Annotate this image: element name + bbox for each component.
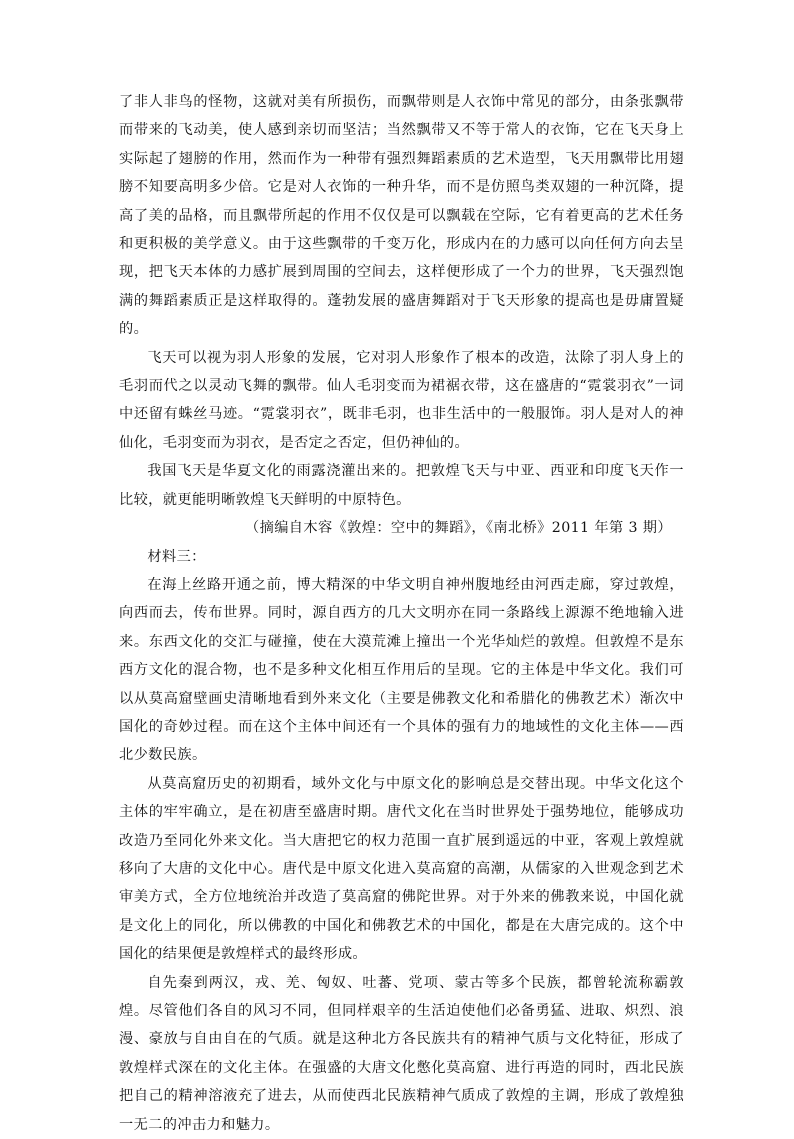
paragraph-flying-ribbons: 了非人非鸟的怪物，这就对美有所损伤，而飘带则是人衣饰中常见的部分，由条张飘带而带来的飞动美，使人感到亲切而坚洁；当然飘带又不等于常人的衣饰，它在飞天身上实际起了翅膀的作用，然而作为一种带有强烈舞蹈素质的艺术造型，飞天用飘带比用翅膀不知要高明多少倍。它是对人衣饰的一种升华，而不是仿照鸟类双翅的一种沉降，提高了美的品格，而且飘带所起的作用不仅仅是可以飘载在空际，它有着更高的艺术任务和更积极的美学意义。由于这些飘带的千变万化，形成内在的力感可以向任何方向去呈现，把飞天本体的力感扩展到周围的空间去，这样便形成了一个力的世界，飞天强烈饱满的舞蹈素质正是这样取得的。蓬勃发展的盛唐舞蹈对于飞天形象的提高也是毋庸置疑的。: [119, 94, 684, 338]
material-three-label: 材料三：: [147, 548, 206, 565]
paragraph-mogao-history: 从莫高窟历史的初期看，域外文化与中原文化的影响总是交替出现。中华文化这个主体的牢牢确立，是在初唐至盛唐时期。唐代文化在当时世界处于强势地位，能够成功改造乃至同化外来文化。当大唐把它的权力范围一直扩展到遥远的中亚，客观上敦煌就移向了大唐的文化中心。唐代是中原文化进入莫高窟的高潮，从儒家的入世观念到艺术审美方式，全方位地统治并改造了莫高窟的佛陀世界。对于外来的佛教来说，中国化就是文化上的同化，所以佛教的中国化和佛教艺术的中国化，都是在大唐完成的。这个中国化的结果便是敦煌样式的最终形成。: [119, 775, 684, 963]
document-page: [119, 88, 684, 1139]
paragraph-feathered-immortal: 飞天可以视为羽人形象的发展，它对羽人形象作了根本的改造，汰除了羽人身上的毛羽而代之以灵动飞舞的飘带。仙人毛羽变而为裙裾衣带，这在盛唐的“霓裳羽衣”一词中还留有蛛丝马迹。“霓裳羽衣”，既非毛羽，也非生活中的一般服饰。羽人是对人的神仙化，毛羽变而为羽衣，是否定之否定，但仍神仙的。: [119, 349, 684, 451]
paragraph-silk-road: 在海上丝路开通之前，博大精深的中华文明自神州腹地经由河西走廊，穿过敦煌，向西而去，传布世界。同时，源自西方的几大文明亦在同一条路线上源源不绝地输入进来。东西文化的交汇与碰撞，使在大漠荒滩上撞出一个光华灿烂的敦煌。但敦煌不是东西方文化的混合物，也不是多种文化相互作用后的呈现。它的主体是中华文化。我们可以从莫高窟壁画史清晰地看到外来文化（主要是佛教文化和希腊化的佛教艺术）渐次中国化的奇妙过程。而在这个主体中间还有一个具体的强有力的地域性的文化主体——西北少数民族。: [119, 576, 684, 764]
paragraph-northwest-peoples: 自先秦到两汉，戎、羌、匈奴、吐蕃、党项、蒙古等多个民族，都曾轮流称霸敦煌。尽管他们各自的风习不同，但同样艰辛的生活迫使他们必备勇猛、进取、炽烈、浪漫、豪放与自由自在的气质。就是这种北方各民族共有的精神气质与文化特征，形成了敦煌样式深在的文化主体。在强盛的大唐文化憋化莫高窟、进行再造的同时，西北民族把自己的精神溶液充了进去，从而使西北民族精神气质成了敦煌的主调，形成了敦煌独一无二的冲击力和魅力。: [119, 974, 684, 1133]
source-citation: （摘编自木容《敦煌：空中的舞蹈》，《南北桥》2011 年第 3 期）: [245, 520, 672, 537]
paragraph-central-plains-feature: 我国飞天是华夏文化的雨露浇灌出来的。把敦煌飞天与中亚、西亚和印度飞天作一比较，就更能明晰敦煌飞天鲜明的中原特色。: [119, 463, 684, 508]
